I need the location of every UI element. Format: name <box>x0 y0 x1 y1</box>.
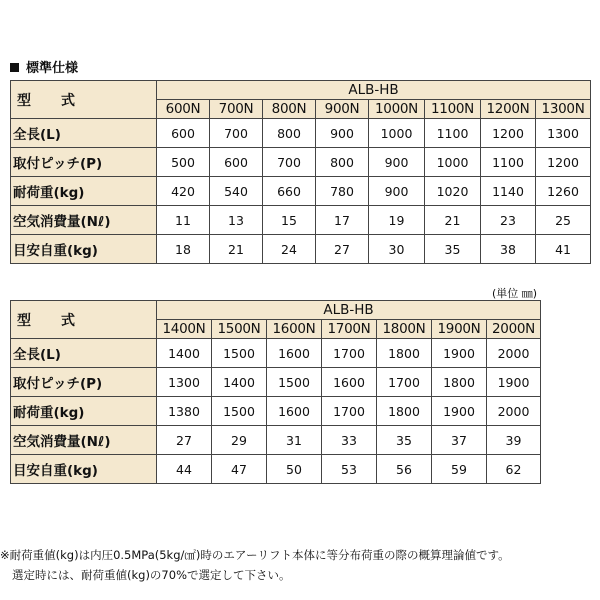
table-cell: 1400 <box>157 339 212 368</box>
footnote <box>0 545 510 585</box>
table-cell: 1380 <box>157 397 212 426</box>
row-label: 耐荷重(kg) <box>11 397 157 426</box>
table-cell: 59 <box>432 455 487 484</box>
table-cell: 780 <box>316 177 369 206</box>
table-cell: 39 <box>487 426 541 455</box>
square-bullet-icon <box>10 63 19 72</box>
table-cell: 1900 <box>487 368 541 397</box>
size-header: 700N <box>210 100 263 119</box>
table-cell: 420 <box>157 177 210 206</box>
table-row <box>11 339 541 368</box>
table-cell: 2000 <box>487 339 541 368</box>
table-cell: 1100 <box>481 148 536 177</box>
row-label: 目安自重(kg) <box>11 455 157 484</box>
table-cell: 11 <box>157 206 210 235</box>
footnote-line-2: 選定時には、耐荷重値(kg)の70%で選定して下さい。 <box>12 568 291 582</box>
table-cell: 50 <box>267 455 322 484</box>
table-cell: 1000 <box>425 148 481 177</box>
table-cell: 1300 <box>536 119 591 148</box>
table-cell: 13 <box>210 206 263 235</box>
unit-note: (単位 ㎜) <box>492 287 538 300</box>
table-cell: 21 <box>425 206 481 235</box>
table-cell: 1400 <box>212 368 267 397</box>
table-cell: 1500 <box>212 397 267 426</box>
section-title-text: 標準仕様 <box>26 61 79 76</box>
size-header: 600N <box>157 100 210 119</box>
spec-table-2 <box>10 300 541 484</box>
table-cell: 700 <box>263 148 316 177</box>
table-cell: 41 <box>536 235 591 264</box>
table-cell: 1900 <box>432 397 487 426</box>
table-cell: 18 <box>157 235 210 264</box>
size-header: 1100N <box>425 100 481 119</box>
table-cell: 30 <box>369 235 425 264</box>
table-cell: 21 <box>210 235 263 264</box>
size-header: 1300N <box>536 100 591 119</box>
table-cell: 1500 <box>212 339 267 368</box>
size-header: 1800N <box>377 320 432 339</box>
table-cell: 1200 <box>481 119 536 148</box>
table-cell: 1000 <box>369 119 425 148</box>
table-cell: 900 <box>316 119 369 148</box>
table-cell: 1100 <box>425 119 481 148</box>
table-row <box>11 235 591 264</box>
row-label: 全長(L) <box>11 119 157 148</box>
size-header: 1000N <box>369 100 425 119</box>
table-cell: 35 <box>377 426 432 455</box>
size-header: 1400N <box>157 320 212 339</box>
table-cell: 1800 <box>377 339 432 368</box>
table-row <box>11 177 591 206</box>
table-cell: 1600 <box>267 339 322 368</box>
size-header: 2000N <box>487 320 541 339</box>
table-cell: 56 <box>377 455 432 484</box>
table-cell: 800 <box>316 148 369 177</box>
table-row <box>11 148 591 177</box>
table-cell: 24 <box>263 235 316 264</box>
spec-table-1 <box>10 80 591 264</box>
table-cell: 1900 <box>432 339 487 368</box>
table-cell: 500 <box>157 148 210 177</box>
table-cell: 53 <box>322 455 377 484</box>
table-cell: 1260 <box>536 177 591 206</box>
table-cell: 800 <box>263 119 316 148</box>
row-label: 空気消費量(Nℓ) <box>11 206 157 235</box>
table-cell: 600 <box>157 119 210 148</box>
table-cell: 700 <box>210 119 263 148</box>
row-label: 全長(L) <box>11 339 157 368</box>
table-cell: 23 <box>481 206 536 235</box>
table-row <box>11 455 541 484</box>
table-cell: 1700 <box>377 368 432 397</box>
table-row <box>11 206 591 235</box>
table-row <box>11 397 541 426</box>
table-cell: 900 <box>369 148 425 177</box>
size-header: 1900N <box>432 320 487 339</box>
table-cell: 44 <box>157 455 212 484</box>
row-label: 取付ピッチ(P) <box>11 148 157 177</box>
table-cell: 37 <box>432 426 487 455</box>
table-cell: 17 <box>316 206 369 235</box>
table-cell: 1800 <box>377 397 432 426</box>
series-header: ALB-HB <box>157 81 591 100</box>
table-cell: 1140 <box>481 177 536 206</box>
table-row <box>11 426 541 455</box>
table-cell: 540 <box>210 177 263 206</box>
table-cell: 1300 <box>157 368 212 397</box>
table-cell: 35 <box>425 235 481 264</box>
table-cell: 25 <box>536 206 591 235</box>
table-cell: 1020 <box>425 177 481 206</box>
table-row <box>11 368 541 397</box>
table-cell: 2000 <box>487 397 541 426</box>
table-cell: 1200 <box>536 148 591 177</box>
table-row <box>11 119 591 148</box>
size-header: 1600N <box>267 320 322 339</box>
table-cell: 31 <box>267 426 322 455</box>
footnote-line-1: ※耐荷重値(kg)は内圧0.5MPa(5kg/㎠)時のエアーリフト本体に等分布荷重の際の概算理論値です。 <box>0 548 510 562</box>
table-cell: 47 <box>212 455 267 484</box>
table-cell: 1600 <box>322 368 377 397</box>
series-header: ALB-HB <box>157 301 541 320</box>
table-cell: 1700 <box>322 397 377 426</box>
table-cell: 33 <box>322 426 377 455</box>
table-cell: 1600 <box>267 397 322 426</box>
table-cell: 38 <box>481 235 536 264</box>
table-cell: 19 <box>369 206 425 235</box>
table-cell: 27 <box>157 426 212 455</box>
row-label: 目安自重(kg) <box>11 235 157 264</box>
table-cell: 1500 <box>267 368 322 397</box>
row-label: 取付ピッチ(P) <box>11 368 157 397</box>
table-cell: 900 <box>369 177 425 206</box>
size-header: 1500N <box>212 320 267 339</box>
table-cell: 27 <box>316 235 369 264</box>
row-label: 空気消費量(Nℓ) <box>11 426 157 455</box>
table-cell: 600 <box>210 148 263 177</box>
size-header: 1200N <box>481 100 536 119</box>
row-label: 耐荷重(kg) <box>11 177 157 206</box>
model-header: 型 式 <box>11 81 157 119</box>
table-cell: 15 <box>263 206 316 235</box>
size-header: 1700N <box>322 320 377 339</box>
section-title <box>10 57 78 76</box>
table-cell: 29 <box>212 426 267 455</box>
model-header: 型 式 <box>11 301 157 339</box>
table-cell: 660 <box>263 177 316 206</box>
table-cell: 62 <box>487 455 541 484</box>
table-cell: 1700 <box>322 339 377 368</box>
table-cell: 1800 <box>432 368 487 397</box>
size-header: 900N <box>316 100 369 119</box>
size-header: 800N <box>263 100 316 119</box>
